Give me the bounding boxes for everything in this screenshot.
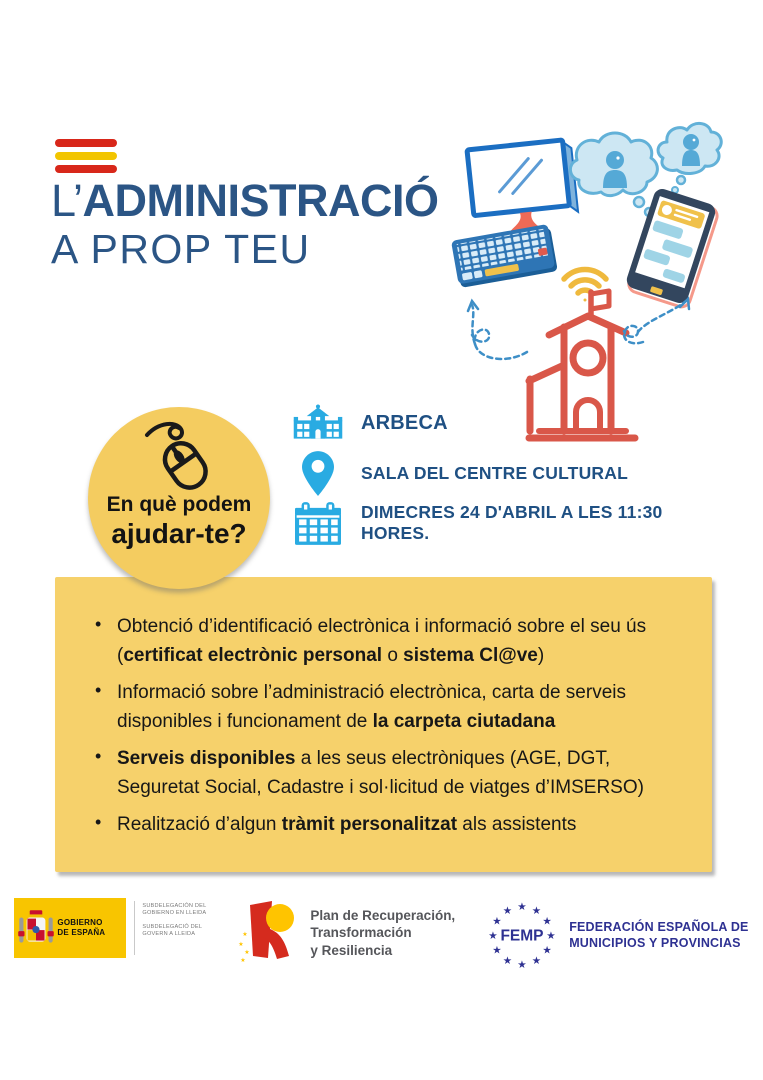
monitor-illustration	[467, 139, 580, 238]
svg-text:★: ★	[492, 944, 502, 957]
flag-bar-red-top	[55, 139, 117, 147]
title-main: ADMINISTRACIÓ	[82, 175, 439, 226]
prtr-line2: Transformación	[310, 925, 412, 941]
svg-text:★: ★	[244, 949, 251, 956]
service-bullet: • Informació sobre l’administració electrònica, carta de serveis disponibles i funcionament de la carpeta ciutadana	[117, 679, 690, 736]
gobierno-divider	[134, 901, 135, 955]
prtr-line3: y Resiliencia	[310, 942, 393, 958]
event-details	[291, 398, 731, 548]
gobierno-name	[57, 918, 105, 937]
femp-logo	[485, 898, 748, 972]
town-hall-icon	[291, 403, 345, 443]
mouse-icon	[139, 419, 219, 495]
spain-coat-of-arms-icon	[18, 905, 54, 951]
calendar-icon	[291, 502, 345, 545]
wifi-icon	[564, 270, 606, 302]
femp-line1: FEDERACIÓN ESPAÑOLA DE	[569, 920, 749, 934]
svg-text:★: ★	[488, 930, 498, 942]
femp-line2: MUNICIPIOS Y PROVINCIAS	[569, 936, 741, 951]
help-circle-line1: En què podem	[106, 493, 252, 516]
title-line1	[51, 175, 439, 226]
spain-flag-icon	[55, 139, 117, 173]
page-title	[51, 175, 439, 272]
thought-cloud-icon	[658, 123, 721, 193]
svg-text:★: ★	[242, 931, 249, 938]
svg-text:★: ★	[531, 904, 542, 917]
help-circle	[88, 407, 270, 589]
title-prefix: L’	[51, 175, 83, 226]
svg-text:★: ★	[492, 915, 502, 928]
location-pin-icon	[291, 451, 345, 496]
thought-cloud-icon	[570, 133, 659, 223]
prtr-text	[310, 907, 455, 959]
help-circle-line2: ajudar-te?	[111, 518, 247, 549]
keyboard-illustration	[451, 224, 558, 289]
femp-acronym: FEMP	[500, 927, 544, 945]
event-row-town	[291, 398, 731, 448]
gobierno-sub1: SUBDELEGACIÓN DEL GOBIERNO EN LLEIDA	[142, 903, 207, 917]
svg-text:★: ★	[240, 957, 247, 962]
femp-stars-icon	[485, 898, 559, 972]
gobierno-yellow-plate	[14, 898, 126, 958]
prtr-line1: Plan de Recuperación,	[310, 908, 456, 923]
flag-bar-red-bottom	[55, 165, 117, 173]
svg-text:★: ★	[542, 915, 552, 928]
svg-text:★: ★	[546, 930, 556, 942]
flag-bar-yellow	[55, 152, 117, 160]
event-date-label: DIMECRES 24 D'ABRIL A LES 11:30 HORES.	[361, 502, 663, 543]
svg-text:★: ★	[531, 955, 542, 968]
title-subtitle: A PROP TEU	[51, 225, 311, 272]
gobierno-name-line2: DE ESPAÑA	[57, 928, 106, 937]
event-town-label: ARBECA	[361, 411, 448, 434]
gobierno-sub2: SUBDELEGACIÓ DEL GOVERN A LLEIDA	[142, 923, 202, 937]
event-row-venue	[291, 448, 731, 498]
event-venue-label: SALA DEL CENTRE CULTURAL	[361, 462, 628, 483]
services-box	[55, 577, 712, 872]
svg-text:★: ★	[502, 904, 513, 917]
svg-text:★: ★	[517, 959, 527, 971]
service-bullet: • Serveis disponibles a les seus electròniques (AGE, DGT, Seguretat Social, Cadastre i sol·licitud de viatges d’IMSERSO)	[117, 745, 690, 802]
svg-text:★: ★	[502, 955, 513, 968]
gobierno-logo	[14, 898, 208, 958]
service-bullet: • Realització d’algun tràmit personalitzat als assistents	[117, 811, 690, 840]
gobierno-subdelegation	[142, 903, 208, 944]
services-list	[55, 577, 712, 840]
svg-text:★: ★	[517, 901, 527, 913]
svg-text:★: ★	[542, 944, 552, 957]
femp-text	[569, 919, 748, 952]
event-row-date	[291, 498, 731, 548]
gobierno-name-line1: GOBIERNO	[57, 918, 103, 928]
svg-text:★: ★	[238, 941, 245, 948]
footer-logos	[0, 898, 763, 972]
prtr-logo	[238, 898, 455, 962]
prtr-logo-icon	[238, 898, 300, 962]
service-bullet: • Obtenció d’identificació electrònica i informació sobre el seu ús (certificat electrònic personal o sistema Cl@ve)	[117, 613, 690, 670]
